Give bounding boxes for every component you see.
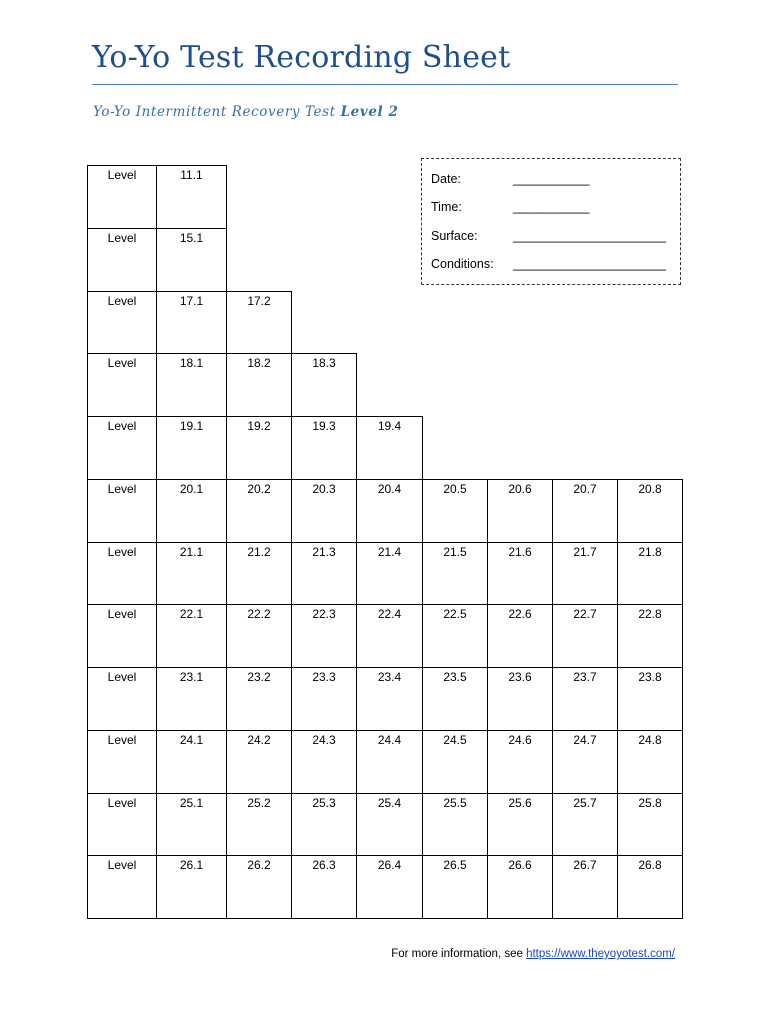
level-label-cell: Level	[87, 353, 157, 417]
stage-cell: 24.1	[156, 730, 227, 794]
stage-cell: 20.4	[356, 479, 423, 543]
stage-cell: 25.4	[356, 793, 423, 856]
info-conditions-label: Conditions:	[431, 257, 494, 271]
stage-cell: 20.5	[422, 479, 488, 543]
stage-cell: 21.5	[422, 542, 488, 605]
level-label-cell: Level	[87, 542, 157, 605]
level-label-cell: Level	[87, 604, 157, 668]
info-conditions-row[interactable]	[431, 257, 666, 271]
stage-cell: 24.4	[356, 730, 423, 794]
stage-cell: 24.6	[487, 730, 553, 794]
stage-cell: 20.7	[552, 479, 618, 543]
stage-cell: 20.6	[487, 479, 553, 543]
footer-note	[391, 948, 675, 960]
stage-cell: 26.5	[422, 855, 488, 919]
stage-cell: 23.2	[226, 667, 292, 731]
website-link[interactable]: https://www.theyoyotest.com/	[526, 948, 675, 960]
stage-cell: 21.2	[226, 542, 292, 605]
info-conditions-field[interactable]: ______________________	[513, 257, 666, 271]
stage-cell: 24.3	[291, 730, 357, 794]
stage-cell: 24.5	[422, 730, 488, 794]
info-time-label: Time:	[431, 200, 462, 214]
stage-cell: 24.7	[552, 730, 618, 794]
stage-cell: 25.6	[487, 793, 553, 856]
stage-cell: 19.2	[226, 416, 292, 480]
stage-cell: 22.5	[422, 604, 488, 668]
info-surface-field[interactable]: ______________________	[513, 229, 666, 243]
stage-cell: 20.3	[291, 479, 357, 543]
level-label-cell: Level	[87, 416, 157, 480]
stage-cell: 18.2	[226, 353, 292, 417]
stage-cell: 26.3	[291, 855, 357, 919]
stage-cell: 22.3	[291, 604, 357, 668]
info-date-label: Date:	[431, 172, 461, 186]
stage-cell: 18.1	[156, 353, 227, 417]
stage-cell: 21.4	[356, 542, 423, 605]
footer-text: For more information, see	[391, 948, 527, 960]
stage-cell: 11.1	[156, 165, 227, 229]
level-label-cell: Level	[87, 855, 157, 919]
stage-cell: 23.7	[552, 667, 618, 731]
stage-cell: 23.8	[617, 667, 683, 731]
stage-cell: 23.3	[291, 667, 357, 731]
subtitle-level: Level 2	[340, 104, 399, 120]
page-subtitle	[93, 104, 399, 120]
stage-cell: 26.4	[356, 855, 423, 919]
stage-cell: 26.1	[156, 855, 227, 919]
title-underline	[92, 84, 678, 85]
stage-cell: 17.1	[156, 291, 227, 354]
stage-cell: 25.3	[291, 793, 357, 856]
stage-cell: 26.8	[617, 855, 683, 919]
stage-cell: 21.1	[156, 542, 227, 605]
info-surface-label: Surface:	[431, 229, 478, 243]
stage-cell: 24.8	[617, 730, 683, 794]
stage-cell: 19.4	[356, 416, 423, 480]
stage-cell: 21.6	[487, 542, 553, 605]
stage-cell: 23.1	[156, 667, 227, 731]
stage-cell: 21.3	[291, 542, 357, 605]
stage-cell: 21.8	[617, 542, 683, 605]
stage-cell: 25.8	[617, 793, 683, 856]
stage-cell: 22.2	[226, 604, 292, 668]
stage-cell: 26.2	[226, 855, 292, 919]
stage-cell: 22.1	[156, 604, 227, 668]
stage-cell: 25.5	[422, 793, 488, 856]
info-date-row[interactable]	[431, 172, 589, 186]
stage-cell: 18.3	[291, 353, 357, 417]
level-label-cell: Level	[87, 730, 157, 794]
stage-cell: 19.1	[156, 416, 227, 480]
stage-cell: 25.7	[552, 793, 618, 856]
stage-cell: 15.1	[156, 228, 227, 292]
level-label-cell: Level	[87, 165, 157, 229]
stage-cell: 22.4	[356, 604, 423, 668]
info-time-row[interactable]	[431, 200, 589, 214]
stage-cell: 24.2	[226, 730, 292, 794]
stage-cell: 21.7	[552, 542, 618, 605]
stage-cell: 22.7	[552, 604, 618, 668]
stage-cell: 25.2	[226, 793, 292, 856]
stage-cell: 20.1	[156, 479, 227, 543]
stage-cell: 26.7	[552, 855, 618, 919]
stage-cell: 23.5	[422, 667, 488, 731]
info-date-field[interactable]: ___________	[513, 172, 590, 186]
stage-cell: 23.4	[356, 667, 423, 731]
stage-cell: 20.2	[226, 479, 292, 543]
stage-cell: 23.6	[487, 667, 553, 731]
page-title: Yo-Yo Test Recording Sheet	[92, 40, 511, 75]
stage-cell: 17.2	[226, 291, 292, 354]
level-label-cell: Level	[87, 228, 157, 292]
level-label-cell: Level	[87, 479, 157, 543]
level-label-cell: Level	[87, 291, 157, 354]
stage-cell: 20.8	[617, 479, 683, 543]
info-time-field[interactable]: ___________	[513, 200, 590, 214]
level-label-cell: Level	[87, 793, 157, 856]
stage-cell: 25.1	[156, 793, 227, 856]
stage-cell: 26.6	[487, 855, 553, 919]
subtitle-text: Yo-Yo Intermittent Recovery Test	[93, 104, 341, 120]
stage-cell: 19.3	[291, 416, 357, 480]
stage-cell: 22.8	[617, 604, 683, 668]
info-surface-row[interactable]	[431, 229, 666, 243]
stage-cell: 22.6	[487, 604, 553, 668]
level-label-cell: Level	[87, 667, 157, 731]
session-info-box	[421, 158, 681, 285]
